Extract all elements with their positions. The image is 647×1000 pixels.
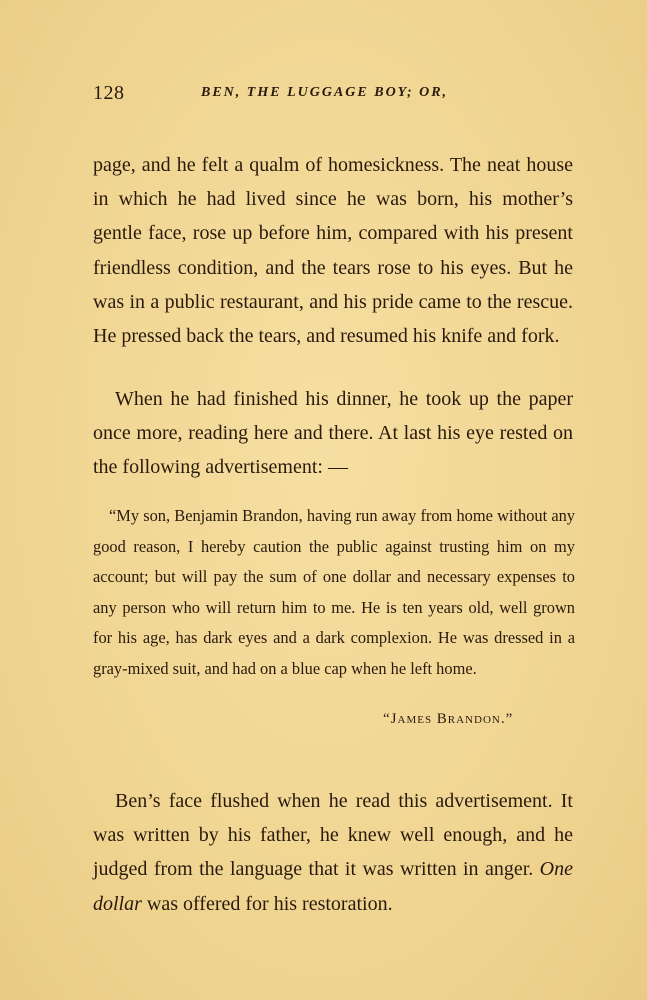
paragraph-3-emphasis: One dollar bbox=[93, 858, 573, 915]
paragraph-2: When he had finished his dinner, he took up the paper once more, reading here and there. At last his eye rested on the following advertisement: — bbox=[93, 388, 573, 479]
advertisement-quote: “My son, Benjamin Brandon, having run away from home without any good reason, I hereby caution the public against trusting him on my account; but will pay the sum of one dollar and necessary expenses to any person who will return him to me. He is ten years old, well grown for his age, has dark eyes and a dark complexion. He was dressed in a gray-mixed suit, and had on a blue cap when he left home. bbox=[93, 506, 575, 678]
running-title: BEN, THE LUGGAGE BOY; OR, bbox=[201, 85, 449, 100]
page-number: 128 bbox=[93, 82, 125, 104]
paragraph-3-text-b: was offered for his restoration. bbox=[141, 892, 393, 915]
page-header bbox=[93, 82, 555, 106]
paragraph-3-text-a: Ben’s face flushed when he read this advertisement. It was written by his father, he knew well enough, and he judged from the language that it was written in anger. bbox=[93, 790, 573, 881]
paragraph-1: page, and he felt a qualm of homesickness. The neat house in which he had lived since he was born, his mother’s gentle face, rose up before him, compared with his present friendless condition, and the tears rose to his eyes. But he was in a public restaurant, and his pride came to the rescue. He pressed back the tears, and resumed his knife and fork. bbox=[93, 154, 573, 348]
advertisement-signature: “James Brandon.” bbox=[383, 711, 514, 727]
paragraph-3 bbox=[93, 784, 573, 921]
